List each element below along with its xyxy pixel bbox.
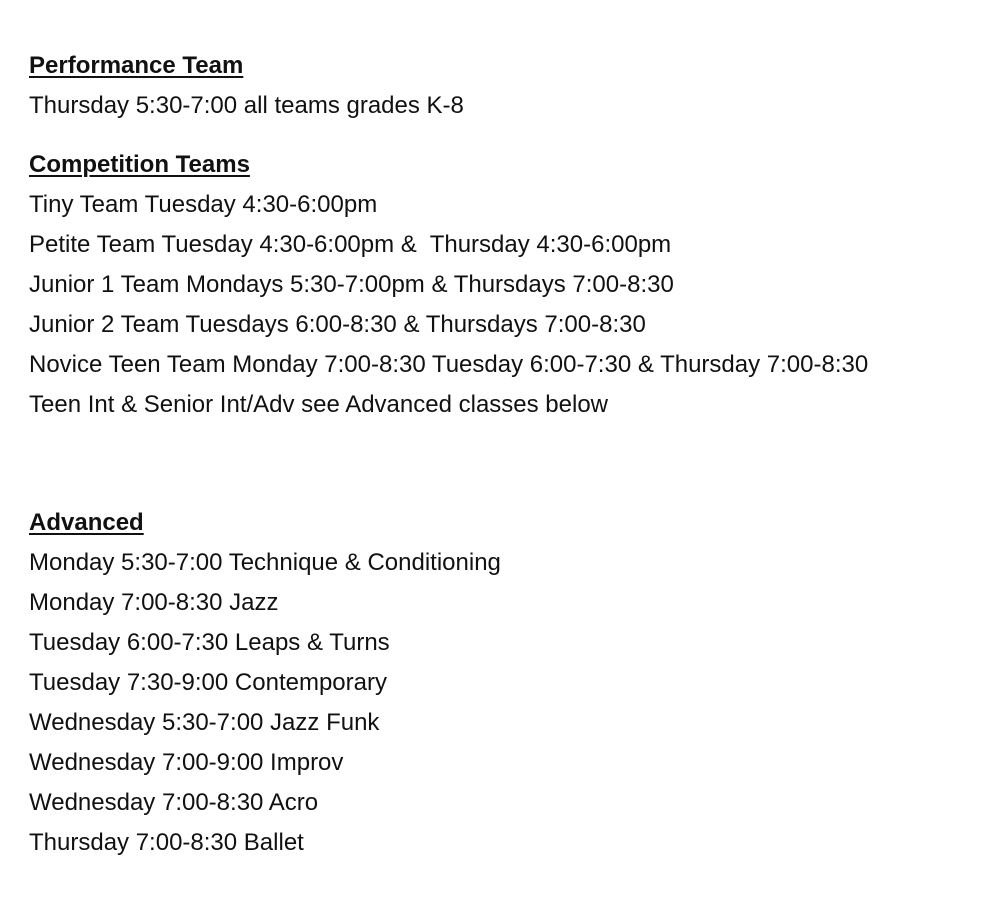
performance-team-section: [29, 46, 989, 126]
performance-team-heading: Performance Team: [29, 52, 244, 79]
teen-senior-note-line: Teen Int & Senior Int/Adv see Advanced classes below: [29, 391, 609, 418]
advanced-class-line: Tuesday 6:00-7:30 Leaps & Turns: [29, 629, 390, 656]
schedule-document: [29, 46, 989, 863]
junior-2-team-line: Junior 2 Team Tuesdays 6:00-8:30 & Thursdays 7:00-8:30: [29, 311, 646, 338]
advanced-class-line: Monday 5:30-7:00 Technique & Conditioning: [29, 549, 501, 576]
junior-1-team-line: Junior 1 Team Mondays 5:30-7:00pm & Thursdays 7:00-8:30: [29, 271, 674, 298]
advanced-class-line: Wednesday 5:30-7:00 Jazz Funk: [29, 709, 380, 736]
advanced-class-line: Wednesday 7:00-8:30 Acro: [29, 789, 319, 816]
competition-teams-heading: Competition Teams: [29, 151, 250, 178]
novice-teen-team-line: Novice Teen Team Monday 7:00-8:30 Tuesday 6:00-7:30 & Thursday 7:00-8:30: [29, 351, 869, 378]
performance-schedule-line: Thursday 5:30-7:00 all teams grades K-8: [29, 92, 464, 119]
petite-team-line: Petite Team Tuesday 4:30-6:00pm & Thursday 4:30-6:00pm: [29, 231, 672, 258]
advanced-class-line: Monday 7:00-8:30 Jazz: [29, 589, 279, 616]
tiny-team-line: Tiny Team Tuesday 4:30-6:00pm: [29, 191, 378, 218]
advanced-section: [29, 503, 989, 863]
advanced-class-line: Tuesday 7:30-9:00 Contemporary: [29, 669, 387, 696]
advanced-heading: Advanced: [29, 509, 144, 536]
competition-teams-section: [29, 145, 989, 425]
advanced-class-line: Wednesday 7:00-9:00 Improv: [29, 749, 344, 776]
advanced-class-line: Thursday 7:00-8:30 Ballet: [29, 829, 304, 856]
